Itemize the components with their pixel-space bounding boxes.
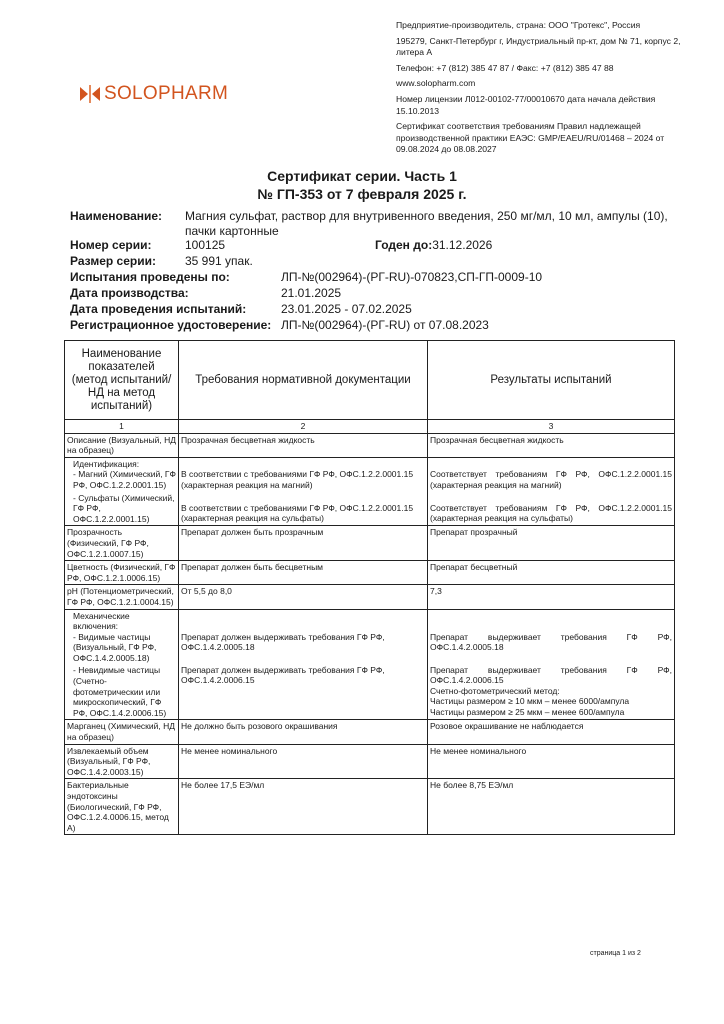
cell-result: Препарат прозрачный (428, 526, 675, 561)
company-line: Сертификат соответствия требованиям Правил надлежащей производственной практики ЕАЭС: GMP/EAEU/RU/01468 – 2024 от 09.08.2024 до 08.08.2027 (396, 121, 665, 155)
expiry-label: Годен до: (375, 238, 433, 252)
cell-indicator: Описание (Визуальный, НД на образец) (65, 433, 179, 457)
header-indicators: Наименование показателей (метод испытаний/НД на метод испытаний) (65, 341, 179, 420)
cell-result (428, 609, 675, 720)
cell-indicator (65, 457, 179, 526)
cell-result: Не менее номинального (428, 744, 675, 779)
cell-requirement: Препарат должен быть прозрачным (179, 526, 428, 561)
tested-label: Испытания проведены по: (70, 270, 230, 284)
prod-label: Дата производства: (70, 286, 189, 300)
name-value: Магния сульфат, раствор для внутривенного введения, 250 мг/мл, 10 мл, ампулы (10), пачки картонные (185, 209, 668, 238)
ident-sulfates-res: Соответствует требованиям ГФ РФ, ОФС.1.2.2.0001.15 (характерная реакция на сульфаты) (430, 502, 672, 524)
ident-sulfates: - Сульфаты (Химический, ГФ РФ, ОФС.1.2.2.0001.15) (73, 492, 175, 524)
info-size-row (70, 254, 680, 269)
col-number: 2 (179, 420, 428, 434)
mech-invisible: - Невидимые частицы (Счетно-фотометрическии или микроскопический, ГФ РФ, ОФС.1.4.2.0006.15) (73, 665, 167, 718)
cell-result: 7,3 (428, 585, 675, 609)
batch-label: Номер серии: (70, 238, 152, 252)
cell-requirement: Прозрачная бесцветная жидкость (179, 433, 428, 457)
ident-heading: Идентификация: (73, 458, 140, 469)
page-number: страница 1 из 2 (590, 950, 641, 957)
ident-sulfates-req: В соответствии с требованиями ГФ РФ, ОФС.1.2.2.0001.15 (характерная реакция на сульфаты) (181, 502, 414, 524)
cell-requirement: Не более 17,5 ЕЭ/мл (179, 779, 428, 835)
cell-indicator: рН (Потенциометрический, ГФ РФ, ОФС.1.2.1.0004.15) (65, 585, 179, 609)
company-info (396, 20, 696, 156)
results-table (64, 340, 675, 835)
mech-particles-10: Частицы размером ≥ 10 мкм – менее 6000/ампула (430, 696, 630, 707)
cell-requirement (179, 609, 428, 720)
table-row (65, 433, 675, 457)
ident-magnesium-req: В соответствии с требованиями ГФ РФ, ОФС.1.2.2.0001.15 (характерная реакция на магний) (181, 469, 414, 490)
cell-indicator: Цветность (Физический, ГФ РФ, ОФС.1.2.1.0006.15) (65, 561, 179, 585)
info-prod-row (70, 286, 680, 301)
mech-particles-25: Частицы размером ≥ 25 мкм – менее 600/ампула (430, 707, 625, 718)
cell-requirement: Не менее номинального (179, 744, 428, 779)
mech-method: Счетно-фотометрический метод: (430, 685, 560, 696)
company-line: 195279, Санкт-Петербург г, Индустриальный пр-кт, дом № 71, корпус 2, литера А (396, 35, 681, 58)
cell-indicator (65, 609, 179, 720)
table-header-row (65, 341, 675, 420)
col-number: 1 (65, 420, 179, 434)
table-row (65, 585, 675, 609)
table-row (65, 526, 675, 561)
certificate-number: № ГП-353 от 7 февраля 2025 г. (257, 186, 467, 202)
tested-value: ЛП-№(002964)-(РГ-RU)-070823,СП-ГП-0009-10 (281, 270, 543, 284)
mech-invisible-res: Препарат выдерживает требования ГФ РФ, ОФС.1.4.2.0006.15 (430, 664, 672, 686)
info-name-row (70, 209, 680, 239)
info-tested-row (70, 270, 680, 285)
company-logo (80, 83, 228, 105)
header-results: Результаты испытаний (428, 341, 675, 420)
table-row (65, 609, 675, 720)
cell-indicator: Извлекаемый объем (Визуальный, ГФ РФ, ОФС.1.4.2.0003.15) (65, 744, 179, 779)
cell-result: Не более 8,75 ЕЭ/мл (428, 779, 675, 835)
cell-requirement: Препарат должен быть бесцветным (179, 561, 428, 585)
table-row (65, 561, 675, 585)
certificate-title: Сертификат серии. Часть 1 (267, 168, 457, 184)
cell-indicator: Бактериальные эндотоксины (Биологический, ГФ РФ, ОФС.1.2.4.0006.15, метод А) (65, 779, 179, 835)
mech-visible-res: Препарат выдерживает требования ГФ РФ, ОФС.1.4.2.0005.18 (430, 631, 672, 653)
info-test-dates-row (70, 302, 680, 317)
ident-magnesium-res: Соответствует требованиям ГФ РФ, ОФС.1.2.2.0001.15 (характерная реакция на магний) (430, 469, 672, 490)
cell-requirement: От 5,5 до 8,0 (179, 585, 428, 609)
cell-result: Препарат бесцветный (428, 561, 675, 585)
cell-indicator: Марганец (Химический, НД на образец) (65, 720, 179, 744)
expiry-value: 31.12.2026 (432, 238, 493, 252)
col-number: 3 (428, 420, 675, 434)
company-line: Предприятие-производитель, страна: ООО "Гротекс", Россия (396, 20, 641, 30)
company-line: Номер лицензии Л012-00102-77/00010670 дата начала действия 15.10.2013 (396, 93, 656, 116)
cell-requirement: Не должно быть розового окрашивания (179, 720, 428, 744)
prod-value: 21.01.2025 (281, 286, 342, 300)
name-label: Наименование: (70, 209, 163, 223)
test-dates-label: Дата проведения испытаний: (70, 302, 247, 316)
mech-heading: Механические включения: (73, 610, 130, 632)
solopharm-logo-icon (80, 85, 100, 103)
ident-magnesium: - Магний (Химический, ГФ РФ, ОФС.1.2.2.0001.15) (73, 469, 176, 490)
table-row (65, 720, 675, 744)
table-number-row (65, 420, 675, 434)
company-line: www.solopharm.com (396, 78, 476, 89)
logo-text: SOLOPHARM (104, 83, 229, 104)
mech-visible-req: Препарат должен выдерживать требования ГФ РФ, ОФС.1.4.2.0005.18 (181, 631, 385, 653)
table-row (65, 779, 675, 835)
cell-result: Прозрачная бесцветная жидкость (428, 433, 675, 457)
cell-result (428, 457, 675, 526)
size-label: Размер серии: (70, 254, 156, 268)
info-batch-row (70, 238, 680, 253)
reg-label: Регистрационное удостоверение: (70, 318, 272, 332)
size-value: 35 991 упак. (185, 254, 253, 268)
reg-value: ЛП-№(002964)-(РГ-RU) от 07.08.2023 (281, 318, 489, 332)
cell-result: Розовое окрашивание не наблюдается (428, 720, 675, 744)
test-dates-value: 23.01.2025 - 07.02.2025 (281, 302, 412, 316)
company-line: Телефон: +7 (812) 385 47 87 / Факс: +7 (812) 385 47 88 (396, 62, 614, 73)
table-row (65, 457, 675, 526)
mech-visible: - Видимые частицы (Визуальный, ГФ РФ, ОФС.1.4.2.0005.18) (73, 631, 157, 663)
batch-value: 100125 (185, 238, 226, 252)
mech-invisible-req: Препарат должен выдерживать требования ГФ РФ, ОФС.1.4.2.0006.15 (181, 664, 385, 686)
table-row (65, 744, 675, 779)
cell-indicator: Прозрачность (Физический, ГФ РФ, ОФС.1.2.1.0007.15) (65, 526, 179, 561)
cell-requirement (179, 457, 428, 526)
header-requirements: Требования нормативной документации (179, 341, 428, 420)
info-reg-row (70, 318, 680, 333)
